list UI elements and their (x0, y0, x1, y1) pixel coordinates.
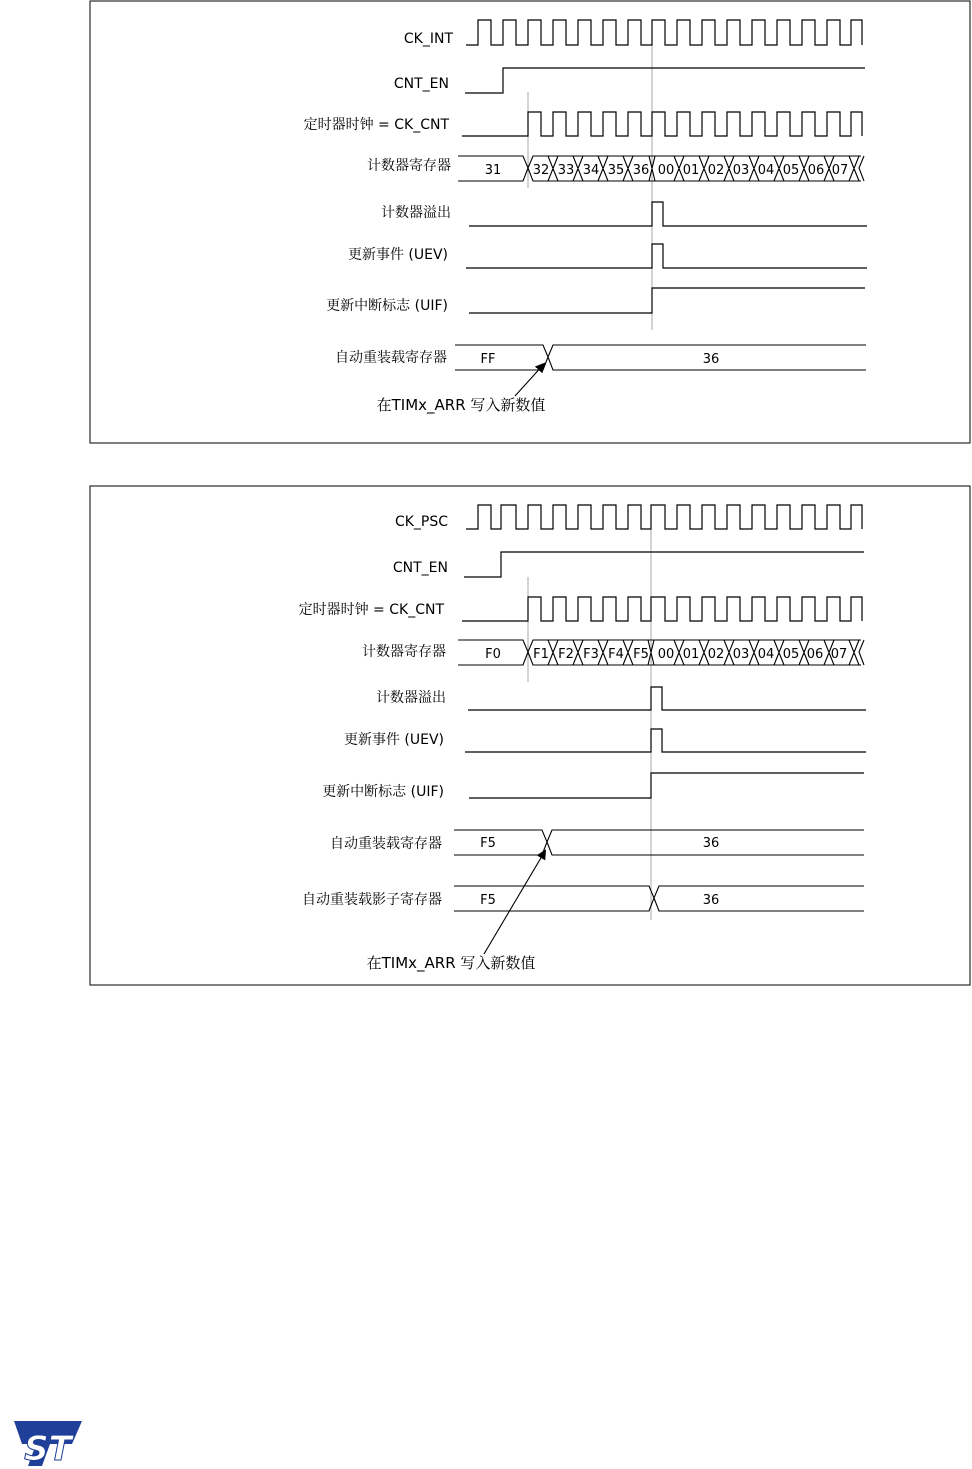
label-cnt-en: CNT_EN (393, 76, 449, 92)
counter-value: 05 (782, 163, 800, 178)
note-write-arr: 在TIMx_ARR 写入新数值 (376, 396, 546, 414)
ck-int-waveform (466, 20, 862, 45)
counter-value: F2 (558, 647, 574, 662)
label-update-interrupt-flag: 更新中断标志 (UIF) (326, 298, 448, 314)
label-counter-overflow: 计数器溢出 (381, 205, 451, 221)
label-ck-psc: CK_PSC (394, 514, 448, 530)
counter-overflow-waveform (469, 202, 867, 226)
label-ck-int: CK_INT (403, 31, 453, 47)
counter-value: 01 (682, 163, 700, 178)
cnt-en-waveform (464, 552, 864, 577)
ck-psc-waveform (466, 505, 862, 529)
arr-shadow-value: 36 (702, 893, 720, 908)
st-logo (14, 1421, 82, 1469)
counter-value: F1 (533, 647, 549, 662)
label-auto-reload-register: 自动重装载寄存器 (335, 350, 447, 366)
counter-value: 35 (607, 163, 625, 178)
counter-value: 00 (657, 163, 675, 178)
label-update-event: 更新事件 (UEV) (347, 247, 448, 263)
counter-value: 34 (582, 163, 600, 178)
label-timer-clock: 定时器时钟 = CK_CNT (298, 602, 444, 618)
diagram-1 (90, 1, 970, 443)
label-update-interrupt-flag: 更新中断标志 (UIF) (322, 784, 444, 800)
arr-value: FF (480, 352, 496, 367)
arr-value: F5 (480, 836, 496, 851)
counter-value: 36 (632, 163, 650, 178)
counter-value: 04 (757, 647, 775, 662)
counter-value: 33 (557, 163, 575, 178)
arr-shadow-bus (454, 886, 864, 911)
ck-cnt-waveform (462, 112, 862, 136)
counter-value: 01 (682, 647, 700, 662)
counter-value: F4 (608, 647, 624, 662)
arr-value: 36 (702, 352, 720, 367)
cnt-en-waveform (465, 68, 865, 93)
ck-cnt-waveform (462, 597, 862, 621)
counter-value: 32 (532, 163, 550, 178)
label-auto-reload-register: 自动重装载寄存器 (330, 836, 442, 852)
uev-waveform (465, 729, 866, 752)
arr-bus-1 (455, 345, 866, 370)
uif-waveform (469, 773, 864, 798)
st-logo-text: ST (24, 1429, 72, 1469)
counter-overflow-waveform (468, 687, 866, 710)
diagram-2-frame (90, 486, 970, 985)
counter-value: 06 (807, 163, 825, 178)
counter-value: F5 (633, 647, 649, 662)
counter-value: F0 (485, 647, 501, 662)
diagram-2 (90, 486, 970, 985)
label-counter-register: 计数器寄存器 (367, 158, 451, 174)
note-write-arr: 在TIMx_ARR 写入新数值 (366, 954, 536, 972)
label-counter-overflow: 计数器溢出 (376, 690, 446, 706)
counter-value: F3 (583, 647, 599, 662)
uif-waveform (469, 288, 865, 313)
counter-value: 03 (732, 163, 750, 178)
arr-shadow-value: F5 (480, 893, 496, 908)
note-arrow (515, 364, 544, 396)
label-timer-clock: 定时器时钟 = CK_CNT (303, 117, 449, 133)
counter-value: 04 (757, 163, 775, 178)
arr-value: 36 (702, 836, 720, 851)
label-auto-reload-shadow-register: 自动重装载影子寄存器 (302, 892, 442, 908)
counter-value: 02 (707, 647, 725, 662)
counter-value: 06 (806, 647, 824, 662)
counter-value: 07 (831, 163, 849, 178)
label-cnt-en: CNT_EN (392, 560, 448, 576)
counter-value: 07 (830, 647, 848, 662)
uev-waveform (466, 244, 867, 268)
arr-bus-2 (454, 830, 864, 855)
label-counter-register: 计数器寄存器 (362, 644, 446, 660)
counter-value: 00 (657, 647, 675, 662)
diagram-1-frame (90, 1, 970, 443)
counter-value: 31 (484, 163, 502, 178)
counter-value: 05 (782, 647, 800, 662)
label-update-event: 更新事件 (UEV) (343, 732, 444, 748)
counter-value: 02 (707, 163, 725, 178)
counter-value: 03 (732, 647, 750, 662)
